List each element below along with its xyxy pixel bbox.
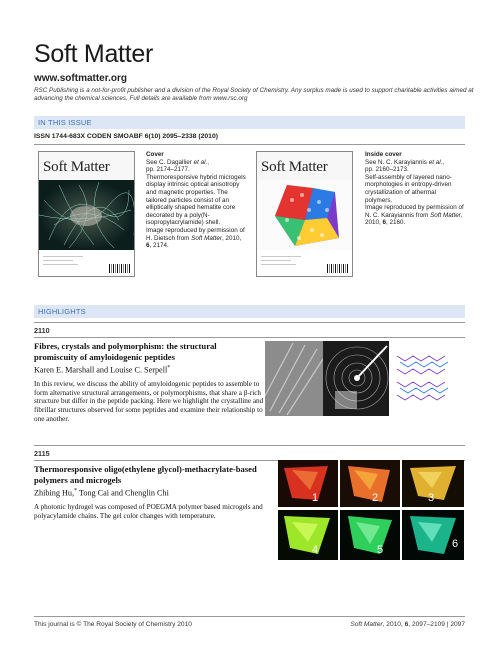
article-page-number: 2115 — [34, 449, 50, 458]
highlights-bar — [34, 305, 465, 318]
cover-heading: Cover — [146, 151, 164, 158]
inside-cover-masthead: Soft Matter — [261, 159, 328, 175]
article-page-number: 2110 — [34, 326, 50, 335]
inside-cover-credit: Image reproduced by permission of N. C. Karayiannis from Soft Matter, 2010, 6, 2160. — [365, 204, 464, 227]
article-abstract: A photonic hydrogel was composed of POEGMA polymer based microgels and polyacylamide chains. The gel color changes with temperature. — [34, 503, 263, 520]
panel-label: 1 — [312, 492, 319, 504]
article-title[interactable]: Thermoresponsive oligo(ethylene glycol)-methacrylate-based polymers and microgels — [34, 464, 257, 485]
cover-pages: pp. 2174–2177. — [146, 166, 190, 174]
panel-label: 4 — [312, 544, 319, 556]
divider — [34, 337, 465, 338]
article-authors: Zhibing Hu,* Tong Cai and Chenglin Chi — [34, 488, 169, 498]
inside-cover-image — [256, 151, 353, 277]
cover-credit: Image reproduced by permission of H. Dietsch from Soft Matter, 2010, 6, 2174. — [146, 226, 245, 250]
panel-label: 2 — [372, 492, 379, 504]
divider — [34, 322, 465, 323]
in-this-issue-bar — [34, 116, 465, 129]
cover-description: Thermoresponsive hybrid microgels display intrinsic optical anisotropy and magnetic properties. The tailored particles consist of an elliptically shaped hematite core decorated by a poly(N-isopropylacrylamide) shell. — [146, 173, 246, 227]
cover-microgel-picture — [39, 180, 134, 250]
publisher-note: RSC Publishing is a not-for-profit publisher and a division of the Royal Society of Chemistry. Any surplus made is used to support charitable activities aimed at advancing the chemical sciences. Full details are available from www.rsc.org — [34, 87, 474, 102]
article-authors: Karen E. Marshall and Louise C. Serpell* — [34, 365, 171, 375]
journal-url[interactable]: www.softmatter.org — [34, 73, 127, 84]
divider — [34, 144, 465, 145]
cover-see: See C. Dagallier et al., — [146, 158, 210, 166]
article-graphic-amyloid — [265, 341, 465, 416]
footer-citation: Soft Matter, 2010, 6, 2097–2109 | 2097 — [350, 621, 465, 628]
cover-masthead: Soft Matter — [43, 159, 110, 175]
inside-cover-pages: pp. 2160–2173. — [365, 166, 409, 174]
inside-cover-see: See N. C. Karayiannis et al., — [365, 158, 445, 166]
article-title[interactable]: Fibres, crystals and polymorphism: the structural promiscuity of amyloidogenic peptides — [34, 341, 217, 362]
journal-title: Soft Matter — [34, 40, 153, 68]
in-this-issue-label: IN THIS ISSUE — [38, 118, 92, 127]
panel-label: 3 — [428, 492, 435, 504]
inside-cover-caption — [365, 151, 465, 227]
highlights-label: HIGHLIGHTS — [38, 307, 86, 316]
footer-divider — [34, 616, 465, 617]
inside-cover-heading: Inside cover — [365, 151, 402, 158]
barcode-icon — [109, 264, 131, 273]
article-abstract: In this review, we discuss the ability of amyloidogenic peptides to assemble to form alternative structural arrangements, or polymorphisms, that share a β-rich structure but differ in the peptide packing. Here we highlight the crystalline and fibrillar structures observed for some peptides and examine their relationship to one another. — [34, 380, 264, 423]
issn-line: ISSN 1744-683X CODEN SMOABF 6(10) 2095–2338 (2010) — [34, 133, 218, 140]
barcode-icon — [327, 264, 349, 273]
inside-cover-description: Self-assembly of layered nano-morphologies in entropy-driven crystallization of athermal polymers. — [365, 173, 452, 204]
panel-label: 6 — [452, 538, 459, 550]
panel-label: 5 — [377, 544, 384, 556]
footer-copyright: This journal is © The Royal Society of Chemistry 2010 — [34, 621, 192, 628]
inside-cover-spheres-picture — [257, 180, 352, 250]
cover-caption — [146, 151, 246, 250]
divider — [34, 445, 465, 446]
article-graphic-hydrogel — [278, 460, 464, 560]
cover-image — [38, 151, 135, 277]
